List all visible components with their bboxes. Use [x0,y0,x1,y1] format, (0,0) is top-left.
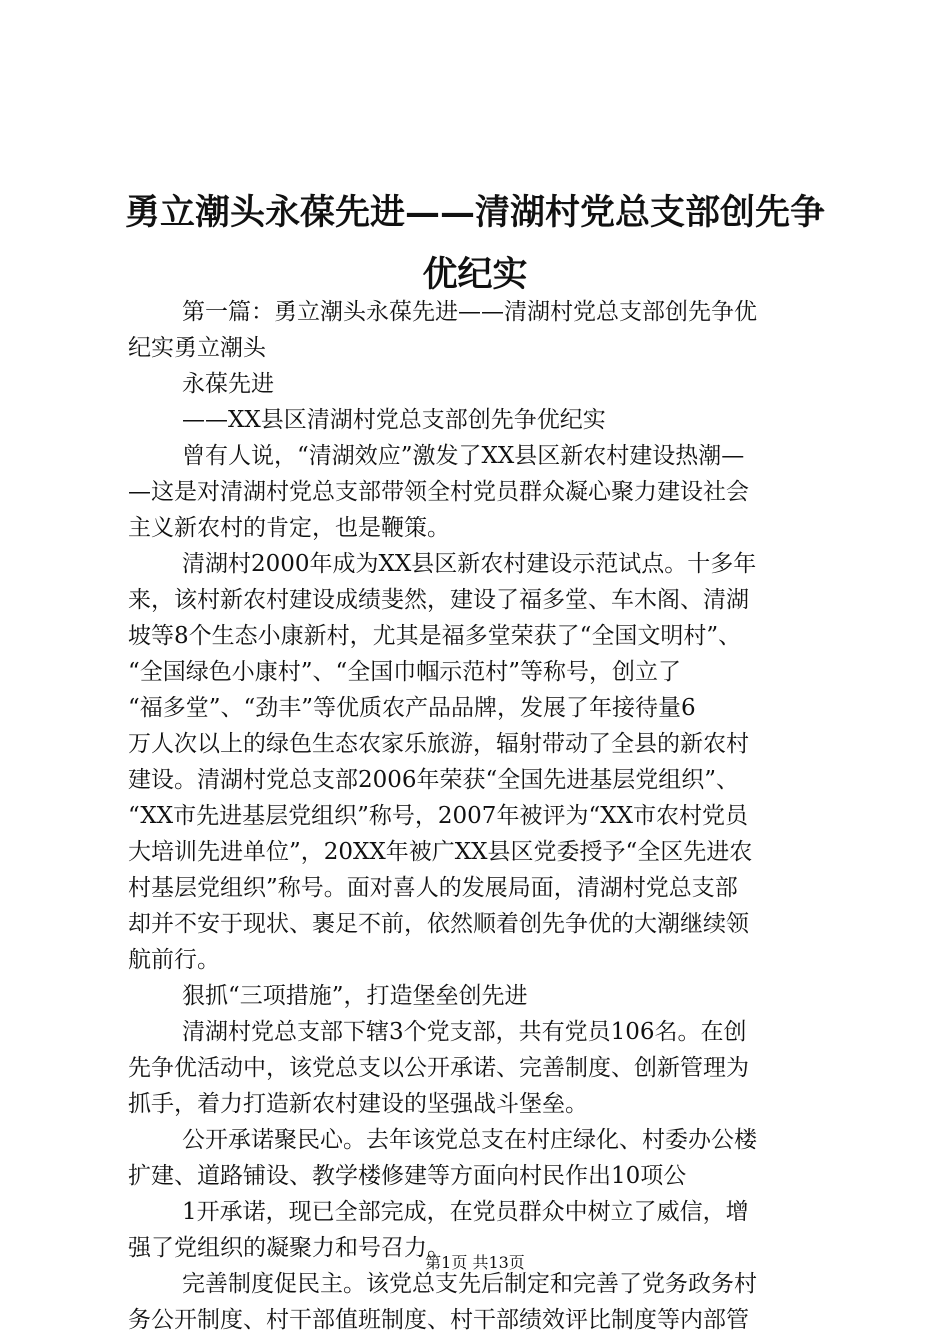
text-line: 万人次以上的绿色生态农家乐旅游，辐射带动了全县的新农村 [128,731,749,757]
text-line: 村基层党组织”称号。面对喜人的发展局面，清湖村党总支部 [128,875,738,901]
text-line: ——XX县区清湖村党总支部创先争优纪实 [182,407,606,433]
text-line: 强了党组织的凝聚力和号召力。 [128,1235,450,1261]
text-line: 务公开制度、村干部值班制度、村干部绩效评比制度等内部管 [128,1307,749,1333]
text-line: 曾有人说，“清湖效应”激发了XX县区新农村建设热潮— [182,443,745,469]
text-line: 完善制度促民主。该党总支先后制定和完善了党务政务村 [182,1271,757,1297]
text-line: 清湖村党总支部下辖3个党支部，共有党员106名。在创 [182,1019,747,1045]
text-line: 来，该村新农村建设成绩斐然，建设了福多堂、车木阁、清湖 [128,587,749,613]
text-line: 先争优活动中，该党总支以公开承诺、完善制度、创新管理为 [128,1055,749,1081]
text-line: 永葆先进 [182,371,274,397]
text-line: 坡等8个生态小康新村，尤其是福多堂荣获了“全国文明村”、 [128,623,742,649]
text-line: 狠抓“三项措施”，打造堡垒创先进 [182,983,528,1009]
text-line: 却并不安于现状、裹足不前，依然顺着创先争优的大潮继续领 [128,911,749,937]
text-line: 纪实勇立潮头 [128,335,266,361]
text-line: 清湖村2000年成为XX县区新农村建设示范试点。十多年 [182,551,757,577]
text-line: 扩建、道路铺设、教学楼修建等方面向村民作出10项公 [128,1163,687,1189]
page-footer: 第1页 共13页 [425,1253,525,1272]
text-line: “福多堂”、“劲丰”等优质农产品品牌，发展了年接待量6 [128,695,696,721]
text-line: 航前行。 [128,947,220,973]
text-line: 主义新农村的肯定，也是鞭策。 [128,515,450,541]
document-body [128,294,833,1338]
text-line: 第一篇：勇立潮头永葆先进——清湖村党总支部创先争优 [182,299,757,325]
text-line: 大培训先进单位”，20XX年被广XX县区党委授予“全区先进农 [128,839,753,865]
document-title [120,182,830,306]
title-line-1: 勇立潮头永葆先进——清湖村党总支部创先争 [124,192,825,233]
title-line-2: 优纪实 [422,254,528,295]
text-line: “XX市先进基层党组织”称号，2007年被评为“XX市农村党员 [128,803,748,829]
text-line: 1开承诺，现已全部完成，在党员群众中树立了威信，增 [182,1199,749,1225]
text-line: —这是对清湖村党总支部带领全村党员群众凝心聚力建设社会 [128,479,749,505]
text-line: “全国绿色小康村”、“全国巾帼示范村”等称号，创立了 [128,659,682,685]
text-line: 公开承诺聚民心。去年该党总支在村庄绿化、村委办公楼 [182,1127,757,1153]
text-line: 抓手，着力打造新农村建设的坚强战斗堡垒。 [128,1091,588,1117]
text-line: 建设。清湖村党总支部2006年荣获“全国先进基层党组织”、 [128,767,740,793]
